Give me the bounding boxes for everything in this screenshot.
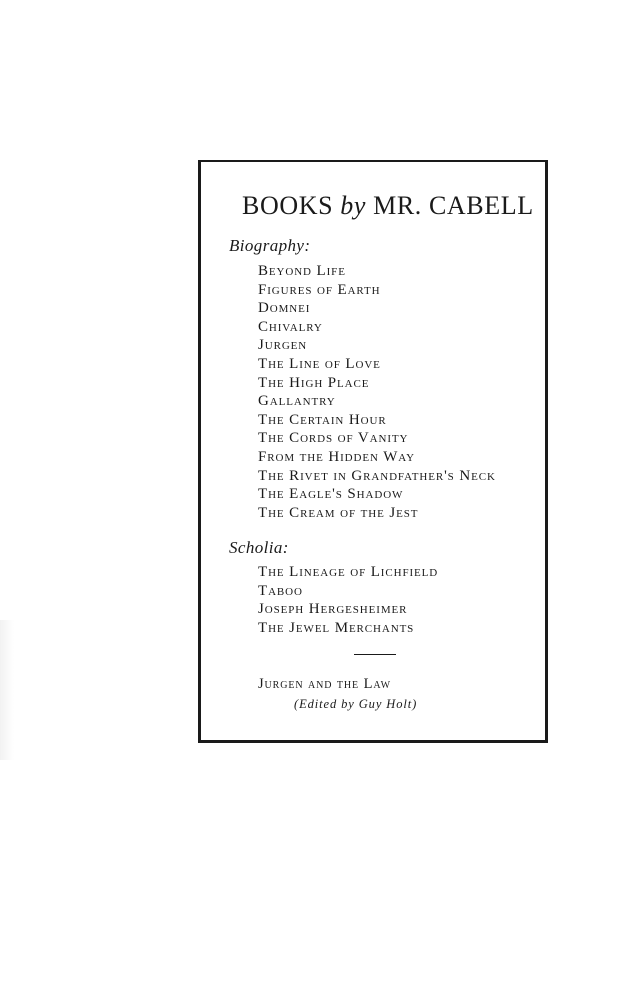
list-item: Figures of Earth [258, 281, 381, 298]
extra-book-note: (Edited by Guy Holt) [294, 697, 418, 711]
scholia-list [258, 563, 438, 637]
list-item: Taboo [258, 582, 303, 599]
list-item: Chivalry [258, 318, 323, 335]
list-item: The Lineage of Lichfield [258, 564, 439, 580]
list-item: The Eagle's Shadow [258, 486, 404, 503]
list-item: The Rivet in Grandfather's Neck [258, 467, 496, 484]
title-books: BOOKS [242, 191, 334, 220]
list-item: The Line of Love [258, 355, 381, 372]
page-edge-shadow [0, 620, 14, 760]
title-by: by [340, 191, 366, 220]
list-item: The Cream of the Jest [258, 504, 419, 521]
list-item: The High Place [258, 374, 370, 391]
list-item: From the Hidden Way [258, 448, 415, 465]
list-item: Gallantry [258, 393, 336, 410]
extra-book-title: Jurgen and the Law [258, 676, 391, 692]
section-label-biography: Biography: [229, 236, 311, 255]
list-item: The Jewel Merchants [258, 619, 415, 636]
page-title [242, 191, 534, 221]
list-item: The Cords of Vanity [258, 430, 409, 447]
list-item: Domnei [258, 300, 311, 317]
list-item: The Certain Hour [258, 411, 387, 428]
list-item: Joseph Hergesheimer [258, 601, 408, 618]
section-label-scholia: Scholia: [229, 538, 289, 557]
title-author: MR. CABELL [373, 191, 534, 220]
list-item: Jurgen [258, 337, 308, 354]
list-item: Beyond Life [258, 263, 346, 279]
biography-list [258, 262, 496, 522]
section-divider [354, 654, 396, 655]
